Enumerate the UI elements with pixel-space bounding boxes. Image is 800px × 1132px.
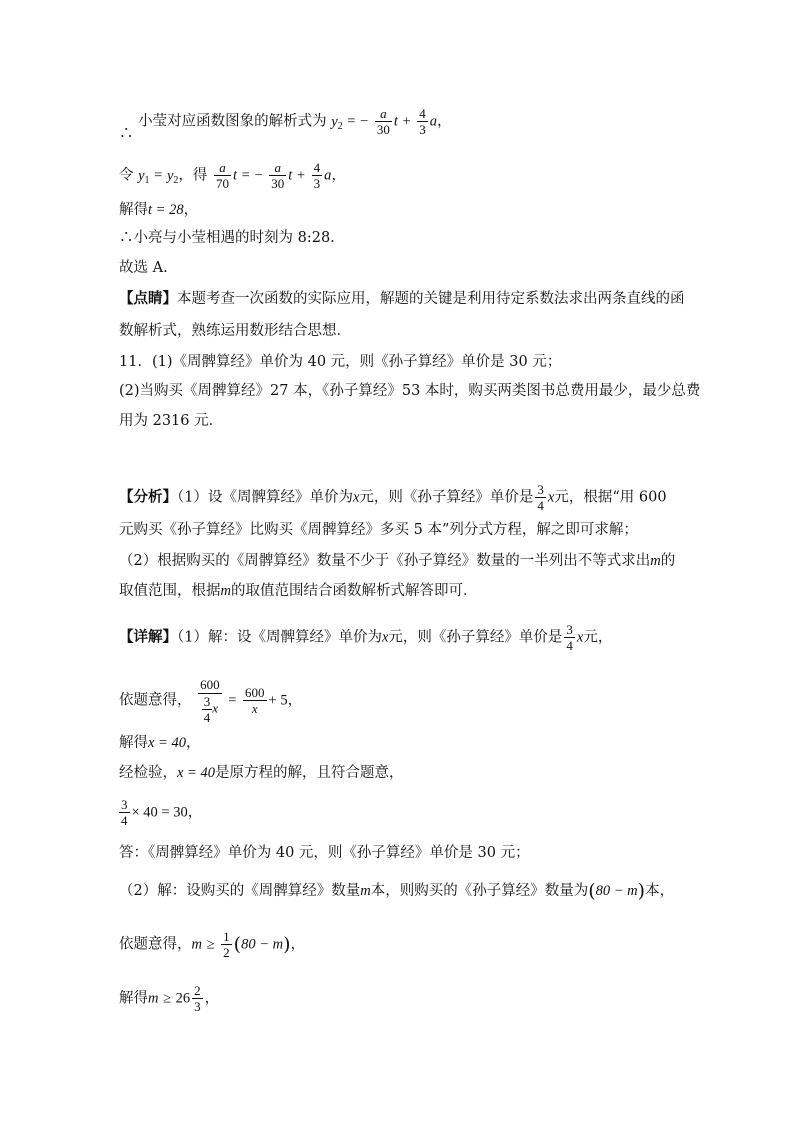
compound-fraction: 600 $\frac{3}{4}$ x (200, 677, 220, 725)
line-answer-choice: 故选 A. (119, 260, 168, 276)
fraction-2-over-3: $\frac{2}{3}$ (194, 983, 201, 1014)
line-comment-2: 数解析式，熟练运用数形结合思想． (119, 323, 351, 339)
line-analysis-1: 【分析】（1）设《周髀算经》单价为x元，则《孙子算经》单价是 $\frac{3}{4}$ x元，根据“用 600 (119, 482, 667, 513)
fraction-1-over-2: $\frac{1}{2}$ (223, 929, 230, 960)
line-solve-x: 解得x = 40， (119, 735, 201, 751)
therefore-symbol: ∴ (119, 125, 134, 142)
line-q11-part1: 11．(1)《周髀算经》单价为 40 元，则《孙子算经》单价是 30 元； (119, 354, 562, 370)
line-analysis-4: 取值范围，根据m的取值范围结合函数解析式解答即可． (119, 583, 478, 599)
line-q11-part2: (2)当购买《周髀算经》27 本，《孙子算经》53 本时，购买两类图书总费用最少，最少总费 (119, 383, 701, 399)
fraction-a-over-30: $\frac{a}{30}$ (376, 106, 390, 137)
line-answer-1: 答：《周髀算经》单价为 40 元，则《孙子算经》单价是 30 元； (119, 845, 530, 861)
analysis-tag: 【分析】 (119, 488, 177, 506)
line-comment-1: 【点睛】本题考查一次函数的实际应用，解题的关键是利用待定系数法求出两条直线的函 (119, 290, 685, 307)
line-solve-t: 解得t = 28， (119, 202, 199, 218)
line-compute-30: $\frac{3}{4}$ × 40 = 30， (121, 797, 203, 828)
line-analysis-3: （2）根据购买的《周髀算经》数量不少于《孙子算经》数量的一半列出不等式求出m的 (119, 553, 676, 569)
detail-tag: 【详解】 (119, 628, 177, 646)
line-part2-setup: （2）解：设购买的《周髀算经》数量m本，则购买的《孙子算经》数量为(80 − m)本， (119, 880, 675, 902)
line-verify: 经检验，x = 40是原方程的解，且符合题意， (119, 765, 404, 781)
line-equation-setup: 依题意得， 600 $\frac{3}{4}$ x = $\frac{600}{x}$ + 5， (119, 677, 303, 725)
line-solve-m: 解得m ≥ 26 $\frac{2}{3}$ ， (119, 983, 220, 1014)
fraction-3-over-4: $\frac{3}{4}$ (537, 482, 544, 513)
fraction-600-over-x: $\frac{600}{x}$ (245, 685, 265, 716)
line-set-equal: 令 $y_1 = y_2$，得 $\frac{a}{70}$ t = − $\frac{a}{30}$ t + $\frac{4}{3}$ a， (119, 160, 346, 191)
line-q11-part2-cont: 用为 2316 元． (119, 413, 224, 429)
line-analysis-2: 元购买《孙子算经》比购买《周髀算经》多买 5 本”列分式方程，解之即可求解； (119, 522, 638, 538)
fraction-4-over-3: $\frac{4}{3}$ (419, 106, 426, 137)
comment-tag: 【点睛】 (119, 290, 177, 307)
line-detail-1: 【详解】（1）解：设《周髀算经》单价为x元，则《孙子算经》单价是 $\frac{3}{4}$ x元， (119, 622, 613, 653)
fraction-a-over-70: $\frac{a}{70}$ (216, 160, 229, 191)
line-meeting-time: ∴小亮与小莹相遇的时刻为 8:28. (119, 230, 335, 246)
line-inequality: 依题意得，m ≥ $\frac{1}{2}$ (80 − m)， (119, 929, 306, 960)
line-y2-equation: ∴ 小莹对应函数图象的解析式为 $y_2$ = − $\frac{a}{30}$ t + $\frac{4}{3}$ a， (119, 106, 452, 142)
